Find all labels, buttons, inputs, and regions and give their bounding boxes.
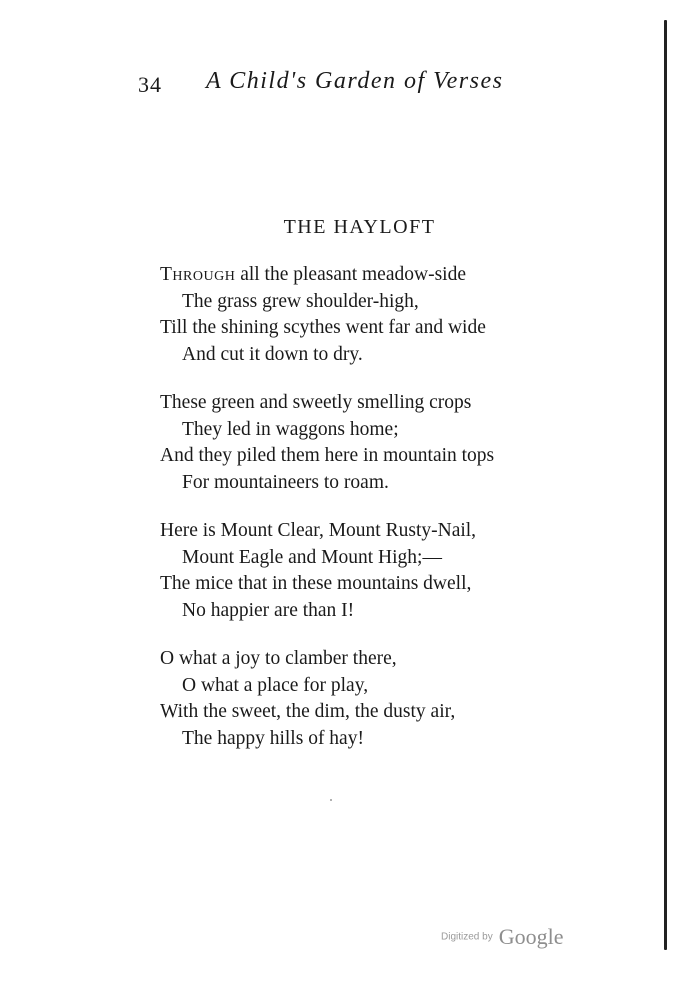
- poem-line: The grass grew shoulder-high,: [182, 290, 419, 312]
- page-number: 34: [138, 72, 162, 97]
- poem-line: For mountaineers to roam.: [182, 471, 389, 493]
- lead-word: Through: [160, 264, 236, 285]
- poem-body: [160, 262, 630, 774]
- watermark-prefix: Digitized by: [441, 931, 493, 943]
- poem-title: THE HAYLOFT: [283, 216, 436, 238]
- google-logo: Google: [498, 924, 564, 949]
- digitization-watermark: [441, 924, 563, 950]
- stanza-2: [160, 390, 630, 496]
- poem-line: [160, 262, 630, 289]
- poem-line: O what a joy to clamber there,: [160, 648, 397, 669]
- line-text: all the pleasant meadow-side: [240, 264, 466, 285]
- stanza-4: [160, 646, 630, 752]
- poem-line: These green and sweetly smelling crops: [160, 392, 472, 413]
- running-header: [0, 68, 675, 104]
- poem-line: And they piled them here in mountain tops: [160, 445, 495, 466]
- poem-line: The happy hills of hay!: [182, 727, 364, 749]
- stanza-3: [160, 518, 630, 624]
- poem-line: Till the shining scythes went far and wide: [160, 317, 486, 338]
- running-title: A Child's Garden of Verses: [206, 68, 504, 94]
- stanza-1: [160, 262, 630, 368]
- page-edge-line: [664, 20, 667, 950]
- poem-line: And cut it down to dry.: [182, 343, 363, 365]
- poem-line: They led in waggons home;: [182, 418, 399, 440]
- poem-line: O what a place for play,: [182, 674, 369, 696]
- poem-line: Here is Mount Clear, Mount Rusty-Nail,: [160, 520, 477, 541]
- poem-line: The mice that in these mountains dwell,: [160, 573, 472, 594]
- poem-line: No happier are than I!: [182, 599, 355, 621]
- ink-speck: [330, 799, 332, 801]
- poem-line: With the sweet, the dim, the dusty air,: [160, 701, 456, 722]
- poem-line: Mount Eagle and Mount High;—: [182, 546, 442, 568]
